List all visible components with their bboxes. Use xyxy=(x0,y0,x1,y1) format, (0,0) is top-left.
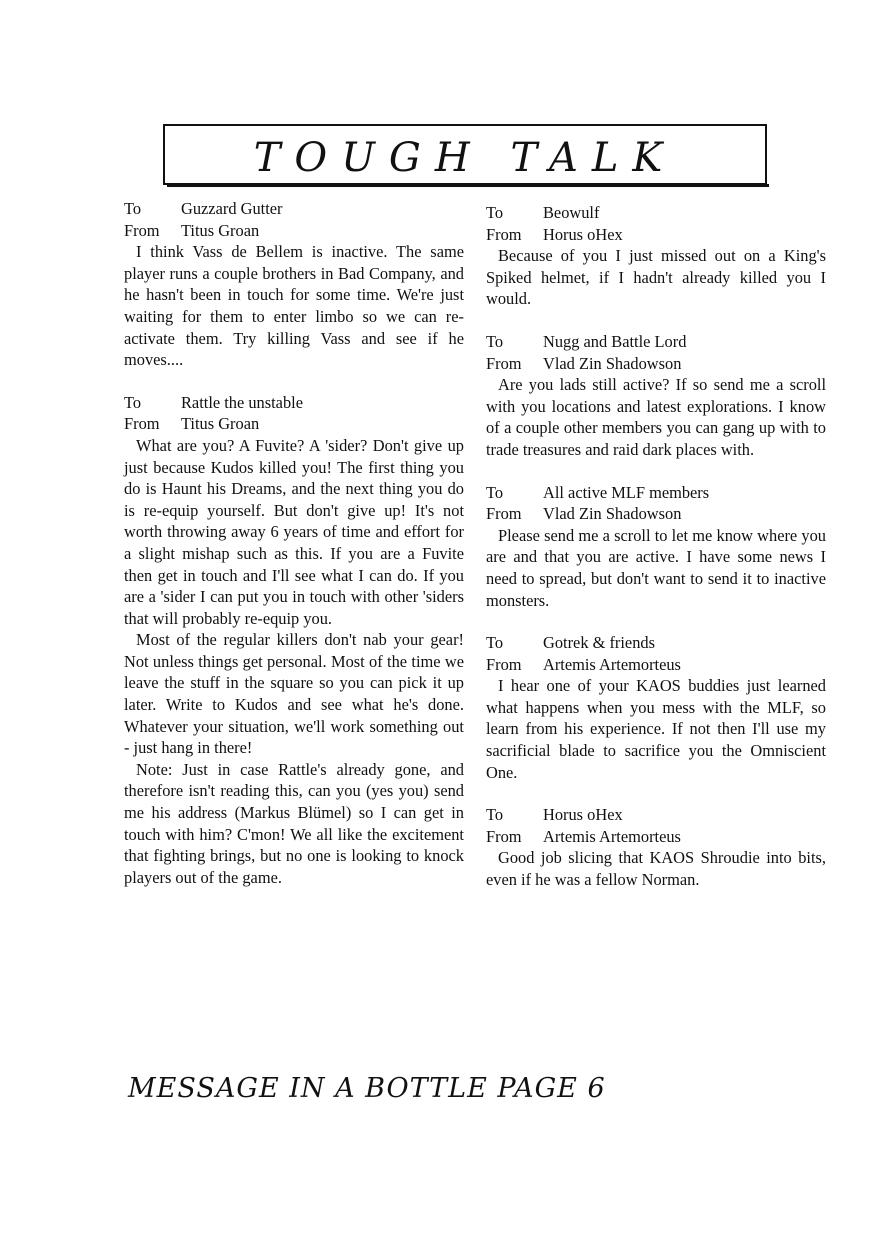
letter-from-line: From Vlad Zin Shadowson xyxy=(486,353,682,373)
letter-from-line: From Vlad Zin Shadowson xyxy=(486,504,682,524)
letter-from-line: From Titus Groan xyxy=(124,414,260,434)
letter xyxy=(486,632,826,783)
sender: Artemis Artemorteus xyxy=(543,654,681,674)
letter-to-line: To Horus oHex xyxy=(486,805,623,825)
letter xyxy=(486,202,826,310)
sender: Artemis Artemorteus xyxy=(543,826,681,846)
left-column xyxy=(124,198,464,909)
letter xyxy=(124,392,464,889)
letter-paragraph: Note: Just in case Rattle's already gone, and therefore isn't reading this, can you (yes you) send me his address (Markus Blümel) so I can get in touch with him? C'mon! We all like the excitement that fighting brings, but no one is looking to knock players out of the game. xyxy=(124,759,464,887)
letter-paragraph: Good job slicing that KAOS Shroudie into bits, even if he was a fellow Norman. xyxy=(486,848,826,890)
recipient: Rattle the unstable xyxy=(181,392,303,412)
letter-paragraph: What are you? A Fuvite? A 'sider? Don't give up just because Kudos killed you! The first thing you do is Haunt his Dreams, and the next thing you do is re-equip yourself. But don't give up! It's not worth throwing away 6 years of time and effort for a slight mishap such as this. If you are a Fuvite then get in touch and I'll see what I can do. If you are a 'sider I can put you in touch with other 'siders that will probably re-equip you. xyxy=(124,435,464,628)
letter-paragraph: Are you lads still active? If so send me a scroll with you locations and latest explorations. I know of a couple other members you can gang up with to trade treasures and raid dark places with. xyxy=(486,375,826,459)
sender: Titus Groan xyxy=(181,220,260,240)
letter xyxy=(486,331,826,461)
recipient: Nugg and Battle Lord xyxy=(543,331,687,351)
letter xyxy=(124,198,464,371)
letter-paragraph: Please send me a scroll to let me know where you are and that you are active. I have some news I need to spread, but don't want to send it to inactive monsters. xyxy=(486,525,826,610)
letter-paragraph: Most of the regular killers don't nab your gear! Not unless things get personal. Most of the time we leave the stuff in the square so you can pick it up later. Write to Kudos and see what he's done. Whatever your situation, we'll work something out - just hang in there! xyxy=(124,630,464,758)
letter-paragraph: I hear one of your KAOS buddies just learned what happens when you mess with the MLF, so learn from his experience. If not then I'll use my sacrificial blade to sacrifice you the Omniscient One. xyxy=(486,676,826,782)
letter-from-line: From Horus oHex xyxy=(486,224,623,244)
letter xyxy=(486,482,826,612)
letter-from-line: From Titus Groan xyxy=(124,220,260,240)
letter-paragraph: Because of you I just missed out on a King's Spiked helmet, if I hadn't already killed you I would. xyxy=(486,246,826,309)
letter-to-line: To Rattle the unstable xyxy=(124,392,303,412)
letter-to-line: To Beowulf xyxy=(486,203,600,222)
letter-to-line: To Gotrek & friends xyxy=(486,633,655,653)
title-banner-shadow xyxy=(167,184,769,187)
page-title: TOUGH TALK xyxy=(253,134,677,181)
letter xyxy=(486,804,826,890)
letter-from-line: From Artemis Artemorteus xyxy=(486,826,681,846)
letter-to-line: To All active MLF members xyxy=(486,482,710,502)
right-column xyxy=(486,202,826,912)
sender: Titus Groan xyxy=(181,414,260,434)
letter-paragraph: I think Vass de Bellem is inactive. The same player runs a couple brothers in Bad Company, and he hasn't been in touch for some time. We're just waiting for them to enter limbo so we can re-activate them. Try killing Vass and see if he moves.... xyxy=(124,242,464,370)
letter-to-line: To Guzzard Gutter xyxy=(124,199,283,218)
title-banner xyxy=(163,124,767,185)
recipient: Guzzard Gutter xyxy=(181,199,283,218)
letter-to-line: To Nugg and Battle Lord xyxy=(486,331,687,351)
sender: Horus oHex xyxy=(543,224,623,244)
recipient: Gotrek & friends xyxy=(543,633,655,653)
page-footer: MESSAGE IN A BOTTLE PAGE 6 xyxy=(128,1073,606,1104)
sender: Vlad Zin Shadowson xyxy=(543,504,682,524)
recipient: Beowulf xyxy=(543,203,600,222)
recipient: Horus oHex xyxy=(543,805,623,825)
recipient: All active MLF members xyxy=(543,482,710,502)
letter-from-line: From Artemis Artemorteus xyxy=(486,654,681,674)
sender: Vlad Zin Shadowson xyxy=(543,353,682,373)
